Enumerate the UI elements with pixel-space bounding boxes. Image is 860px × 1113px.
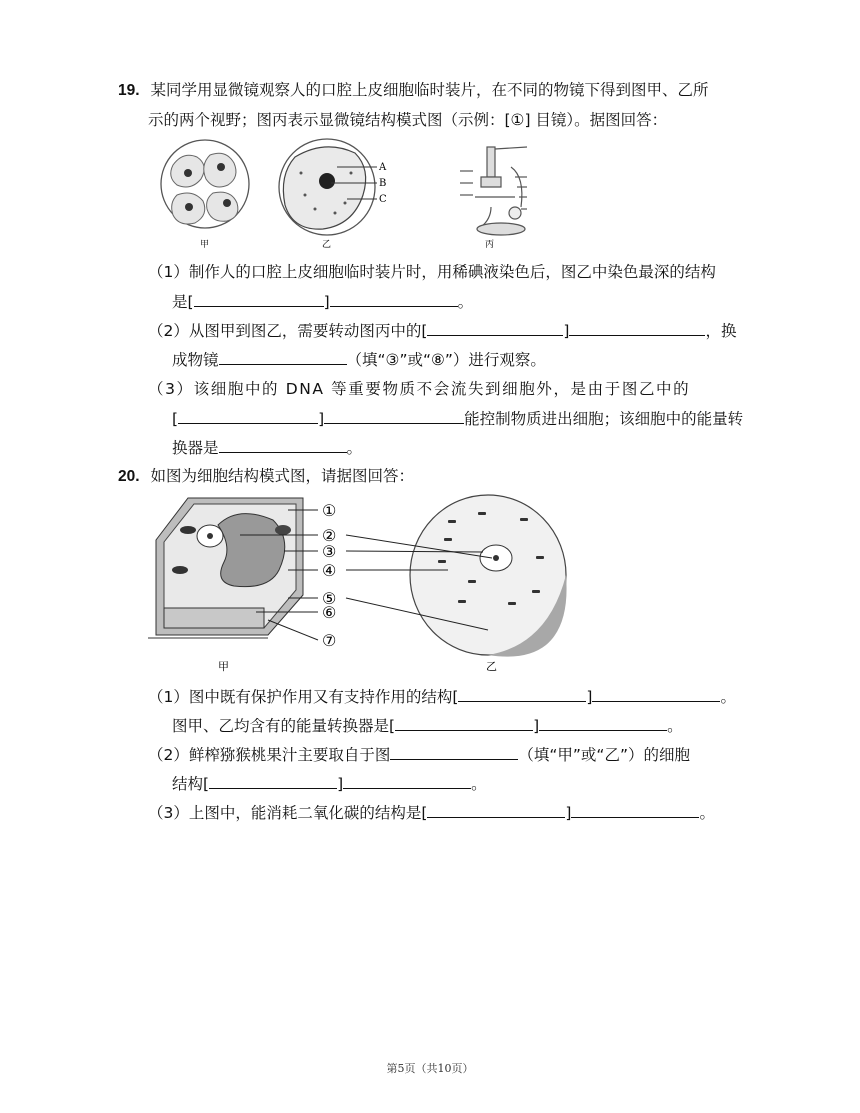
label-bing: 丙 <box>485 240 495 250</box>
answer-blank[interactable] <box>219 437 347 453</box>
answer-blank[interactable] <box>569 320 705 336</box>
q19-sub2-line2-suffix: （填“③”或“⑧”）进行观察。 <box>346 351 546 369</box>
q20-figure <box>148 490 578 676</box>
q19-sub3-line2 <box>172 408 743 429</box>
q20-sub2-prefix: （2）鲜榨猕猴桃果汁主要取自于图 <box>148 746 391 764</box>
figure-jia-plant-cell <box>148 498 303 638</box>
answer-blank[interactable] <box>395 715 533 731</box>
figure-bing-microscope <box>460 147 527 235</box>
figure-jia-cells <box>161 140 249 228</box>
q20-sub2-line2-prefix: 结构[ <box>172 775 210 793</box>
answer-blank[interactable] <box>458 686 586 702</box>
answer-blank[interactable] <box>390 744 518 760</box>
q20-sub2-suffix: （填“甲”或“乙”）的细胞 <box>518 746 690 764</box>
label-n3: ③ <box>322 542 337 561</box>
bracket-close: ] <box>565 804 572 822</box>
q20-sub3-suffix: 。 <box>699 804 715 822</box>
label-yi-19: 乙 <box>322 240 332 250</box>
q19-sub2-prefix: （2）从图甲到图乙，需要转动图丙中的[ <box>148 322 428 340</box>
q19-sub1-prefix: 是[ <box>172 293 194 311</box>
q19-sub1-line2 <box>172 291 473 312</box>
label-n1: ① <box>322 501 337 520</box>
label-jia-19: 甲 <box>200 240 210 250</box>
q19-sub3-line3 <box>172 437 362 458</box>
label-n4: ④ <box>322 561 337 580</box>
q19-figure <box>155 137 555 252</box>
q19-sub2-line1 <box>148 320 737 341</box>
q19-sub3-line2-suffix: 能控制物质进出细胞；该细胞中的能量转 <box>464 410 744 428</box>
q19-number: 19. <box>118 82 140 99</box>
q20-sub2-line2 <box>172 773 487 794</box>
q20-sub2-line1 <box>148 744 690 765</box>
answer-blank[interactable] <box>219 349 347 365</box>
label-B: B <box>379 178 387 189</box>
q20-sub2-line2-suffix: 。 <box>471 775 487 793</box>
q20-number: 20. <box>118 468 140 485</box>
q19-stem-line2: 示的两个视野；图丙表示显微镜结构模式图（示例：[①] 目镜）。据图回答： <box>148 111 668 129</box>
q20-figure-svg <box>148 490 578 676</box>
q20-sub3-line1 <box>148 802 715 823</box>
answer-blank[interactable] <box>343 773 471 789</box>
answer-blank[interactable] <box>324 408 464 424</box>
q19-sub3-line3-suffix: 。 <box>346 439 363 457</box>
label-A: A <box>379 162 387 173</box>
label-n5: ⑤ <box>322 589 337 608</box>
q19-stem-line1 <box>118 80 709 101</box>
q20-sub1-line2-suffix: 。 <box>667 717 683 735</box>
q19-stem-text1: 某同学用显微镜观察人的口腔上皮细胞临时装片，在不同的物镜下得到图甲、乙所 <box>150 81 709 99</box>
bracket-close: ] <box>563 322 570 340</box>
q19-sub2-line2 <box>172 349 546 370</box>
q20-stem-line <box>118 466 414 487</box>
bracket-close: ] <box>586 688 593 706</box>
q19-sub3-line1: （3）该细胞中的 DNA 等重要物质不会流失到细胞外，是由于图乙中的 <box>148 380 691 398</box>
page-footer: 第5页（共10页） <box>386 1062 474 1075</box>
q19-sub1-suffix: 。 <box>457 293 474 311</box>
figure-yi-cell <box>279 139 377 235</box>
q20-sub1-line1 <box>148 686 736 707</box>
answer-blank[interactable] <box>209 773 337 789</box>
bracket-close: ] <box>318 410 325 428</box>
q19-sub1-line1: （1）制作人的口腔上皮细胞临时装片时，用稀碘液染色后，图乙中染色最深的结构 <box>148 263 716 281</box>
answer-blank[interactable] <box>427 802 565 818</box>
label-n6: ⑥ <box>322 603 337 622</box>
answer-blank[interactable] <box>427 320 563 336</box>
q20-stem-text: 如图为细胞结构模式图，请据图回答： <box>150 467 415 485</box>
label-n7: ⑦ <box>322 631 337 650</box>
label-yi-20: 乙 <box>486 660 497 673</box>
q19-sub3-line3-prefix: 换器是 <box>172 439 219 457</box>
q20-sub1-prefix: （1）图中既有保护作用又有支持作用的结构[ <box>148 688 459 706</box>
q20-sub1-line2-prefix: 图甲、乙均含有的能量转换器是[ <box>172 717 396 735</box>
q19-figure-svg <box>155 137 555 252</box>
figure-yi-animal-cell <box>410 495 567 657</box>
bracket-close: ] <box>337 775 344 793</box>
label-jia-20: 甲 <box>218 660 229 673</box>
q20-sub1-suffix: 。 <box>720 688 736 706</box>
label-n2: ② <box>322 526 337 545</box>
q20-sub3-prefix: （3）上图中，能消耗二氧化碳的结构是[ <box>148 804 428 822</box>
answer-blank[interactable] <box>571 802 699 818</box>
label-C: C <box>379 194 387 205</box>
bracket-close: ] <box>323 293 330 311</box>
answer-blank[interactable] <box>194 291 324 307</box>
answer-blank[interactable] <box>330 291 458 307</box>
q20-sub1-line2 <box>172 715 683 736</box>
answer-blank[interactable] <box>539 715 667 731</box>
answer-blank[interactable] <box>178 408 318 424</box>
bracket-close: ] <box>533 717 540 735</box>
answer-blank[interactable] <box>592 686 720 702</box>
q19-sub2-suffix: ，换 <box>705 322 737 340</box>
q19-sub2-line2-prefix: 成物镜 <box>172 351 219 369</box>
bracket-open: [ <box>172 410 179 428</box>
